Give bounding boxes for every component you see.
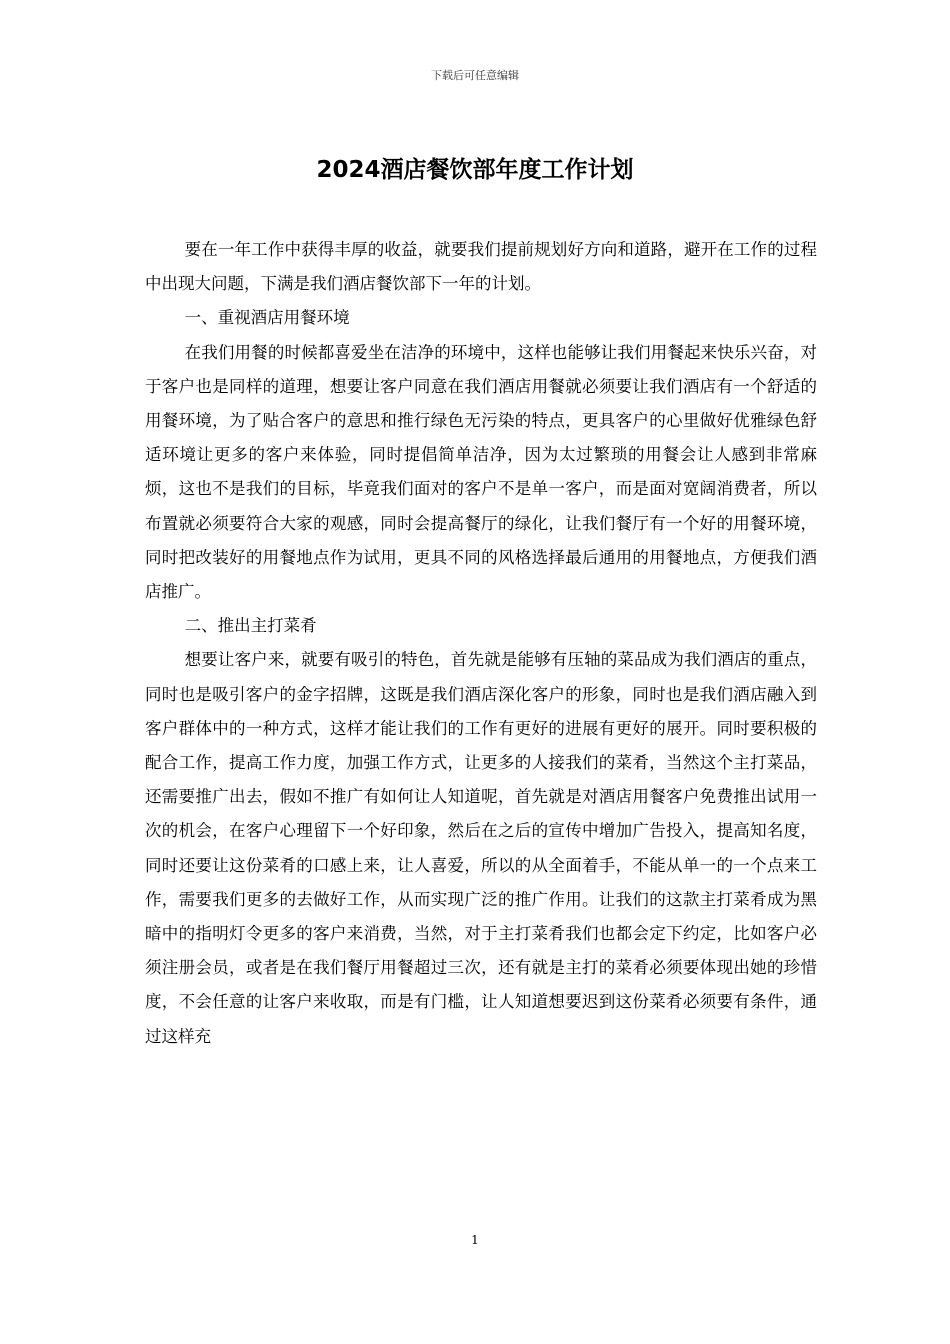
body-paragraph-signature-dish: 想要让客户来，就要有吸引的特色，首先就是能够有压轴的菜品成为我们酒店的重点，同时也是吸引客户的金字招牌，这既是我们酒店深化客户的形象，同时也是我们酒店融入到客户群体中的一种方式，这样才能让我们的工作有更好的进展有更好的展开。同时要积极的配合工作，提高工作力度，加强工作方式，让更多的人接我们的菜肴，当然这个主打菜品，还需要推广出去，假如不推广有如何让人知道呢，首先就是对酒店用餐客户免费推出试用一次的机会，在客户心理留下一个好印象，然后在之后的宣传中增加广告投入，提高知名度，同时还要让这份菜肴的口感上来，让人喜爱，所以的从全面着手，不能从单一的一个点来工作，需要我们更多的去做好工作，从而实现广泛的推广作用。让我们的这款主打菜肴成为黑暗中的指明灯令更多的客户来消费，当然，对于主打菜肴我们也都会定下约定，比如客户必须注册会员，或者是在我们餐厅用餐超过三次，还有就是主打的菜肴必须要体现出她的珍惜度，不会任意的让客户来收取，而是有门槛，让人知道想要迟到这份菜肴必须要有条件，通过这样充 [145, 650, 817, 1046]
page-number: 1 [471, 1233, 479, 1247]
document-body [145, 233, 817, 1054]
section-heading-signature-dish: 二、推出主打菜肴 [184, 616, 317, 636]
header-note: 下载后可任意编辑 [431, 69, 519, 82]
document-title: 2024酒店餐饮部年度工作计划 [316, 157, 634, 183]
intro-paragraph: 要在一年工作中获得丰厚的收益，就要我们提前规划好方向和道路，避开在工作的过程中出现大问题，下满是我们酒店餐饮部下一年的计划。 [145, 240, 817, 294]
section-heading-environment: 一、重视酒店用餐环境 [184, 308, 350, 328]
body-paragraph-environment: 在我们用餐的时候都喜爱坐在洁净的环境中，这样也能够让我们用餐起来快乐兴奋，对于客户也是同样的道理，想要让客户同意在我们酒店用餐就必须要让我们酒店有一个舒适的用餐环境，为了贴合客户的意思和推行绿色无污染的特点，更具客户的心里做好优雅绿色舒适环境让更多的客户来体验，同时提倡简单洁净，因为太过繁琐的用餐会让人感到非常麻烦，这也不是我们的目标，毕竟我们面对的客户不是单一客户，而是面对宽阔消费者，所以布置就必须要符合大家的观感，同时会提高餐厅的绿化，让我们餐厅有一个好的用餐环境，同时把改装好的用餐地点作为试用，更具不同的风格选择最后通用的用餐地点，方便我们酒店推广。 [145, 342, 817, 602]
